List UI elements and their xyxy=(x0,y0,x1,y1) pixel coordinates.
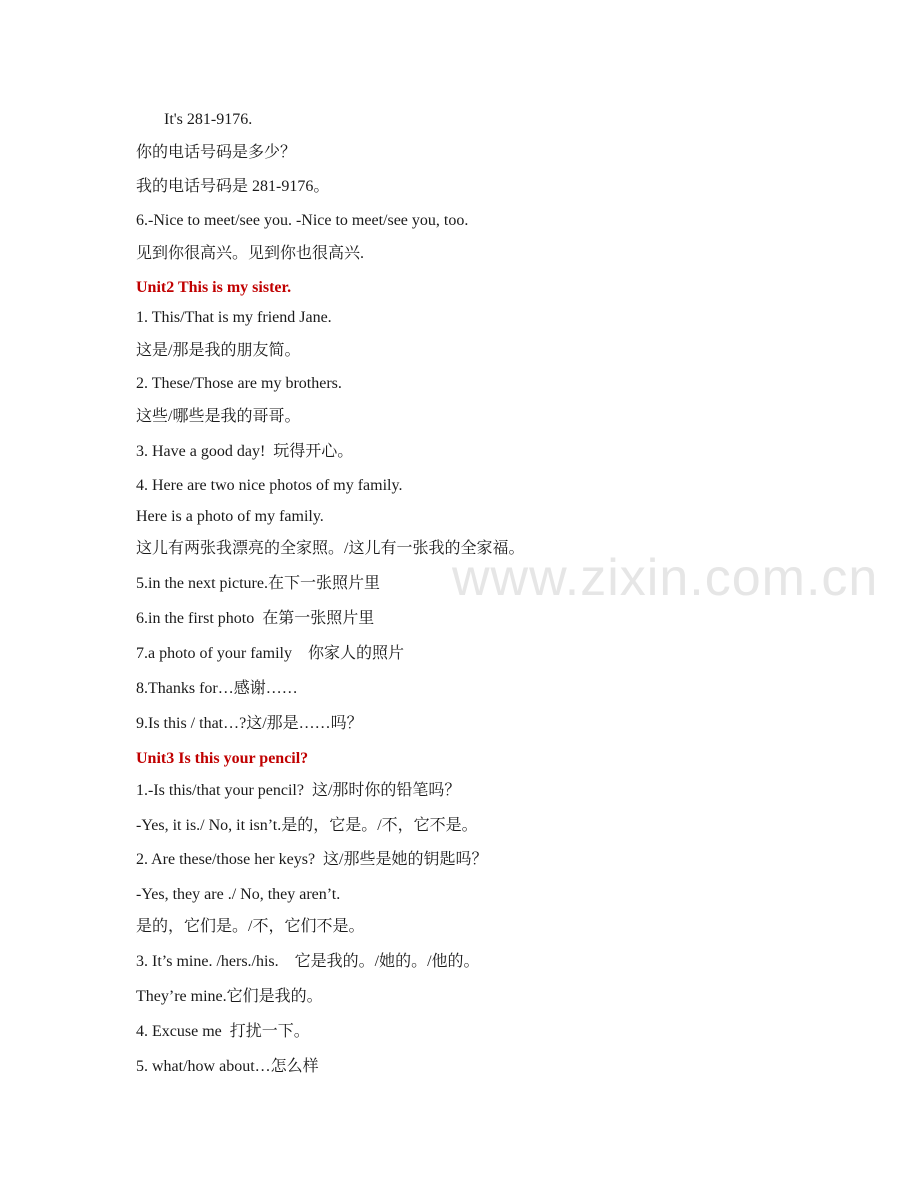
text-line: 3. It’s mine. /hers./his. 它是我的。/她的。/他的。 xyxy=(136,953,480,970)
text-line: 是的，它们是。/不，它们不是。 xyxy=(136,918,365,935)
text-line: 3. Have a good day! 玩得开心。 xyxy=(136,443,354,460)
text-line: 6.in the first photo 在第一张照片里 xyxy=(136,610,375,627)
text-line: 9.Is this / that…?这/那是……吗？ xyxy=(136,715,363,732)
text-line: 1. This/That is my friend Jane. xyxy=(136,309,332,326)
text-line: 6.-Nice to meet/see you. -Nice to meet/see you, too. xyxy=(136,212,469,229)
text-line: 4. Here are two nice photos of my family. xyxy=(136,477,403,494)
unit3-heading: Unit3 Is this your pencil? xyxy=(136,750,309,767)
text-line: 5.in the next picture.在下一张照片里 xyxy=(136,575,380,592)
text-line: 1.-Is this/that your pencil? 这/那时你的铅笔吗？ xyxy=(136,782,461,799)
watermark: www.zixin.com.cn xyxy=(452,549,879,607)
text-line: It's 281-9176. xyxy=(164,111,253,128)
text-line: 见到你很高兴。见到你也很高兴. xyxy=(136,245,365,262)
text-line: 2. These/Those are my brothers. xyxy=(136,375,342,392)
text-line: 这些/哪些是我的哥哥。 xyxy=(136,408,301,425)
text-line: 4. Excuse me 打扰一下。 xyxy=(136,1023,310,1040)
text-line: 这是/那是我的朋友简。 xyxy=(136,342,301,359)
text-line: 这儿有两张我漂亮的全家照。/这儿有一张我的全家福。 xyxy=(136,540,525,557)
text-line: 你的电话号码是多少？ xyxy=(136,144,297,161)
text-line: 7.a photo of your family 你家人的照片 xyxy=(136,645,404,662)
text-line: 2. Are these/those her keys? 这/那些是她的钥匙吗？ xyxy=(136,851,488,868)
text-line: Here is a photo of my family. xyxy=(136,508,324,525)
text-line: 我的电话号码是 281-9176。 xyxy=(136,178,330,195)
text-line: 8.Thanks for…感谢…… xyxy=(136,680,298,697)
text-line: -Yes, they are ./ No, they aren’t. xyxy=(136,886,341,903)
unit2-heading: Unit2 This is my sister. xyxy=(136,279,292,296)
text-line: -Yes, it is./ No, it isn’t.是的，它是。/不，它不是。 xyxy=(136,817,478,834)
text-line: 5. what/how about…怎么样 xyxy=(136,1058,319,1075)
text-line: They’re mine.它们是我的。 xyxy=(136,988,323,1005)
